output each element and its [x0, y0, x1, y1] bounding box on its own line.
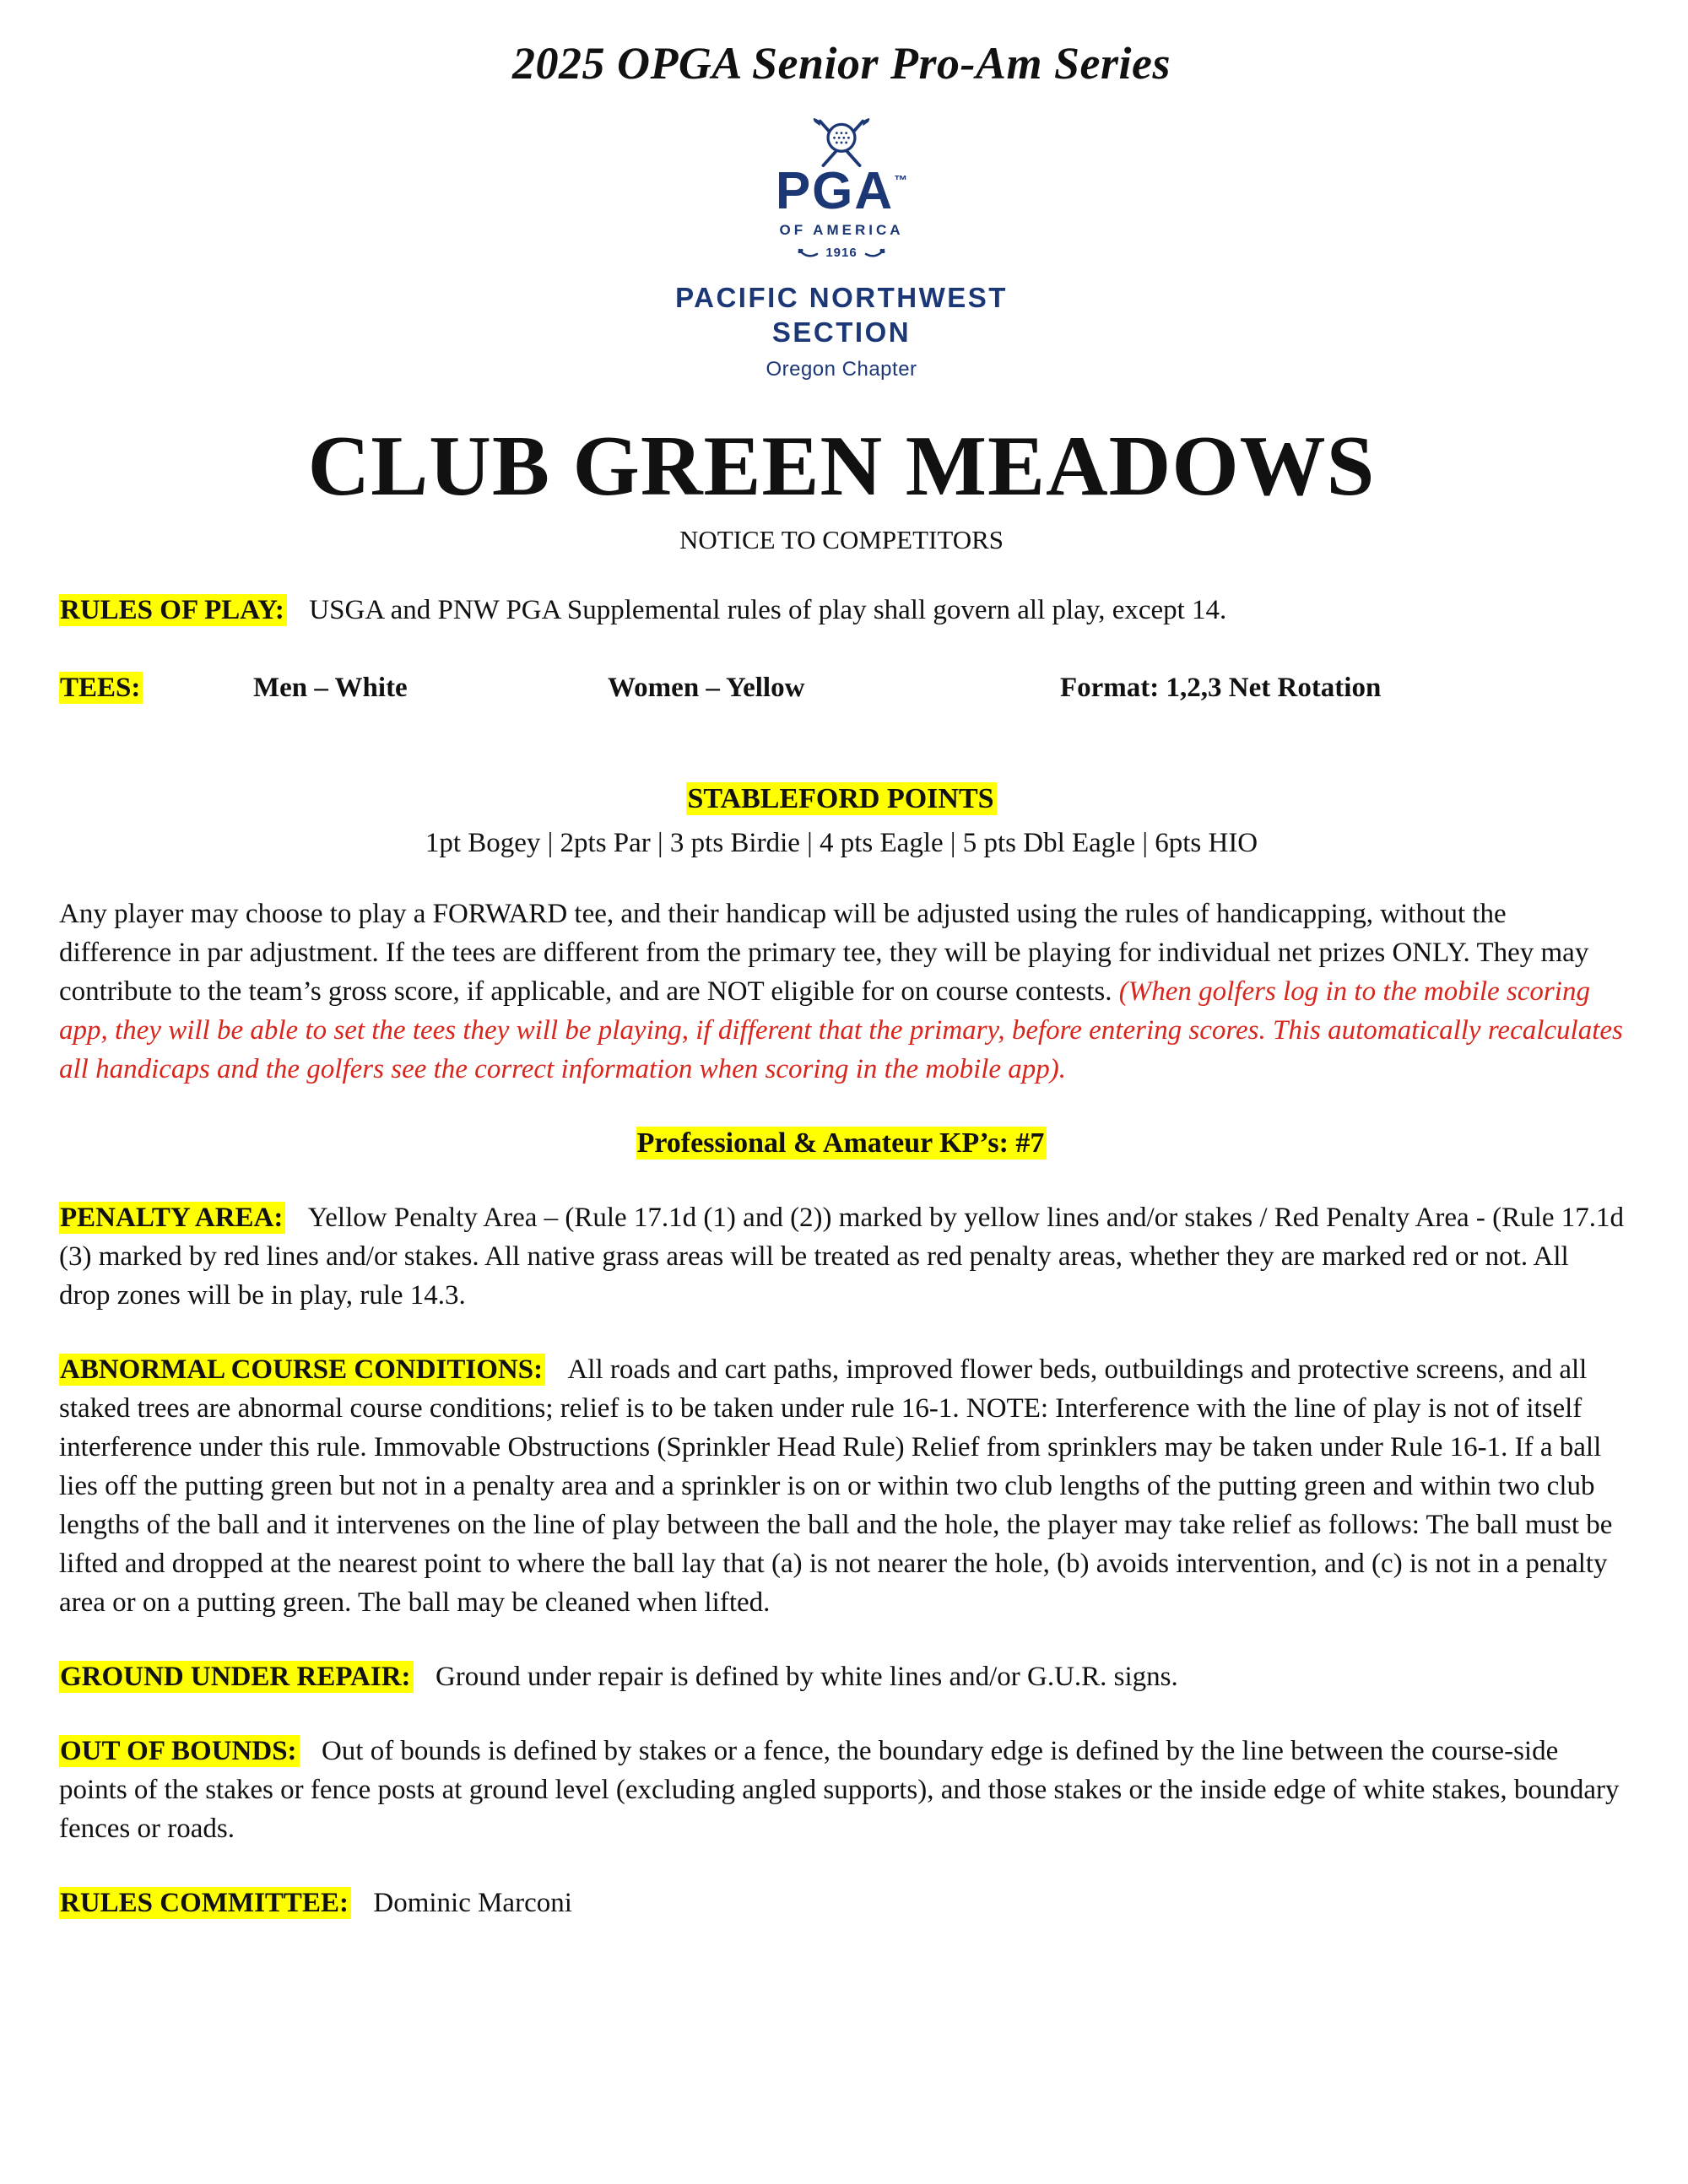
forward-tee-text: Any player may choose to play a FORWARD tee, and their handicap will be adjusted using the rules of handicapping, without the difference in par adjustment. If the tees are different from the primary tee, they will be playing for individual net prizes ONLY. They may contribute to the team’s gross score, if applicable, and are NOT eligible for on course contests. [59, 898, 1589, 1007]
chapter-name: Oregon Chapter [766, 357, 917, 381]
ground-under-repair-section [59, 1657, 1624, 1696]
abnormal-course-conditions-section [59, 1350, 1624, 1622]
rules-of-play-section [59, 591, 1624, 630]
penalty-area-label: PENALTY AREA: [59, 1202, 285, 1234]
ground-under-repair-text: Ground under repair is defined by white lines and/or G.U.R. signs. [435, 1661, 1178, 1692]
section-line2: SECTION [771, 316, 912, 349]
penalty-area-section [59, 1198, 1624, 1315]
section-name [59, 280, 1624, 350]
penalty-area-text: Yellow Penalty Area – (Rule 17.1d (1) and (2)) marked by yellow lines and/or stakes / Red Penalty Area - (Rule 17.1d (3) marked by red lines and/or stakes. All native grass areas will be treated as red penalty areas, whether they are marked red or not. All drop zones will be in play, rule 14.3. [59, 1202, 1624, 1311]
mobile-scoring-note: (When golfers log in to the mobile scoring app, they will be able to set the tees they will be playing, if different that the primary, before entering scores. This automatically recalculates all handicaps and the golfers see the correct information when scoring in the mobile app). [59, 976, 1623, 1084]
pga-text: PGA [775, 162, 895, 220]
ground-under-repair-label: GROUND UNDER REPAIR: [59, 1661, 414, 1693]
golf-club-icon-left [797, 247, 819, 259]
tees-section [59, 668, 1624, 707]
series-title: 2025 OPGA Senior Pro-Am Series [511, 38, 1171, 89]
rules-of-play-label: RULES OF PLAY: [59, 594, 287, 626]
golf-club-icon-right [864, 247, 886, 259]
venue-title: CLUB GREEN MEADOWS [307, 418, 1376, 514]
tees-label: TEES: [59, 672, 143, 704]
rules-of-play-text: USGA and PNW PGA Supplemental rules of play shall govern all play, except 14. [309, 594, 1227, 625]
kp-heading-text: Professional & Amateur KP’s: #7 [636, 1127, 1047, 1160]
founding-year: 1916 [825, 246, 858, 260]
abnormal-course-conditions-label: ABNORMAL COURSE CONDITIONS: [59, 1354, 545, 1386]
tees-format: Format: 1,2,3 Net Rotation [1060, 672, 1382, 703]
out-of-bounds-text: Out of bounds is defined by stakes or a fence, the boundary edge is defined by the line between the course-side points of the stakes or fence posts at ground level (excluding angled supports), and those stakes or the inside edge of white stakes, boundary fences or roads. [59, 1735, 1620, 1844]
pga-logo [59, 113, 1624, 381]
stableford-heading-text: STABLEFORD POINTS [686, 782, 996, 815]
out-of-bounds-section [59, 1732, 1624, 1848]
out-of-bounds-label: OUT OF BOUNDS: [59, 1735, 300, 1767]
trademark-symbol: ™ [894, 174, 908, 188]
tees-label-cell [59, 668, 253, 707]
rules-committee-name: Dominic Marconi [373, 1887, 572, 1918]
founding-year-row [59, 246, 1624, 260]
stableford-points: 1pt Bogey | 2pts Par | 3 pts Birdie | 4 pts Eagle | 5 pts Dbl Eagle | 6pts HIO [425, 827, 1258, 858]
abnormal-course-conditions-text: All roads and cart paths, improved flower beds, outbuildings and protective screens, and all staked trees are abnormal course conditions; relief is to be taken under rule 16-1. NOTE: Interference with the line of play is not of itself interference under this rule. Immovable Obstructions (Sprinkler Head Rule) Relief from sprinklers may be taken under Rule 16-1. If a ball lies off the putting green but not in a penalty area and a sprinkler is on or within two club lengths of the putting green and within two club lengths of the ball and it intervenes on the line of play between the ball and the hole, the player may take relief as follows: The ball must be lifted and dropped at the nearest point to where the ball lay that (a) is not nearer the hole, (b) avoids intervention, and (c) is not in a penalty area or on a putting green. The ball may be cleaned when lifted. [59, 1354, 1613, 1618]
section-line1: PACIFIC NORTHWEST [675, 282, 1008, 313]
rules-committee-section [59, 1884, 1624, 1922]
pga-wordmark [59, 162, 1624, 220]
tees-men: Men – White [253, 672, 408, 703]
rules-committee-label: RULES COMMITTEE: [59, 1887, 351, 1919]
tees-women: Women – Yellow [608, 672, 805, 703]
notice-to-competitors: NOTICE TO COMPETITORS [679, 524, 1004, 554]
stableford-heading [59, 780, 1624, 819]
kp-heading [59, 1124, 1624, 1163]
of-america-text: OF AMERICA [779, 222, 904, 238]
forward-tee-paragraph [59, 895, 1624, 1089]
